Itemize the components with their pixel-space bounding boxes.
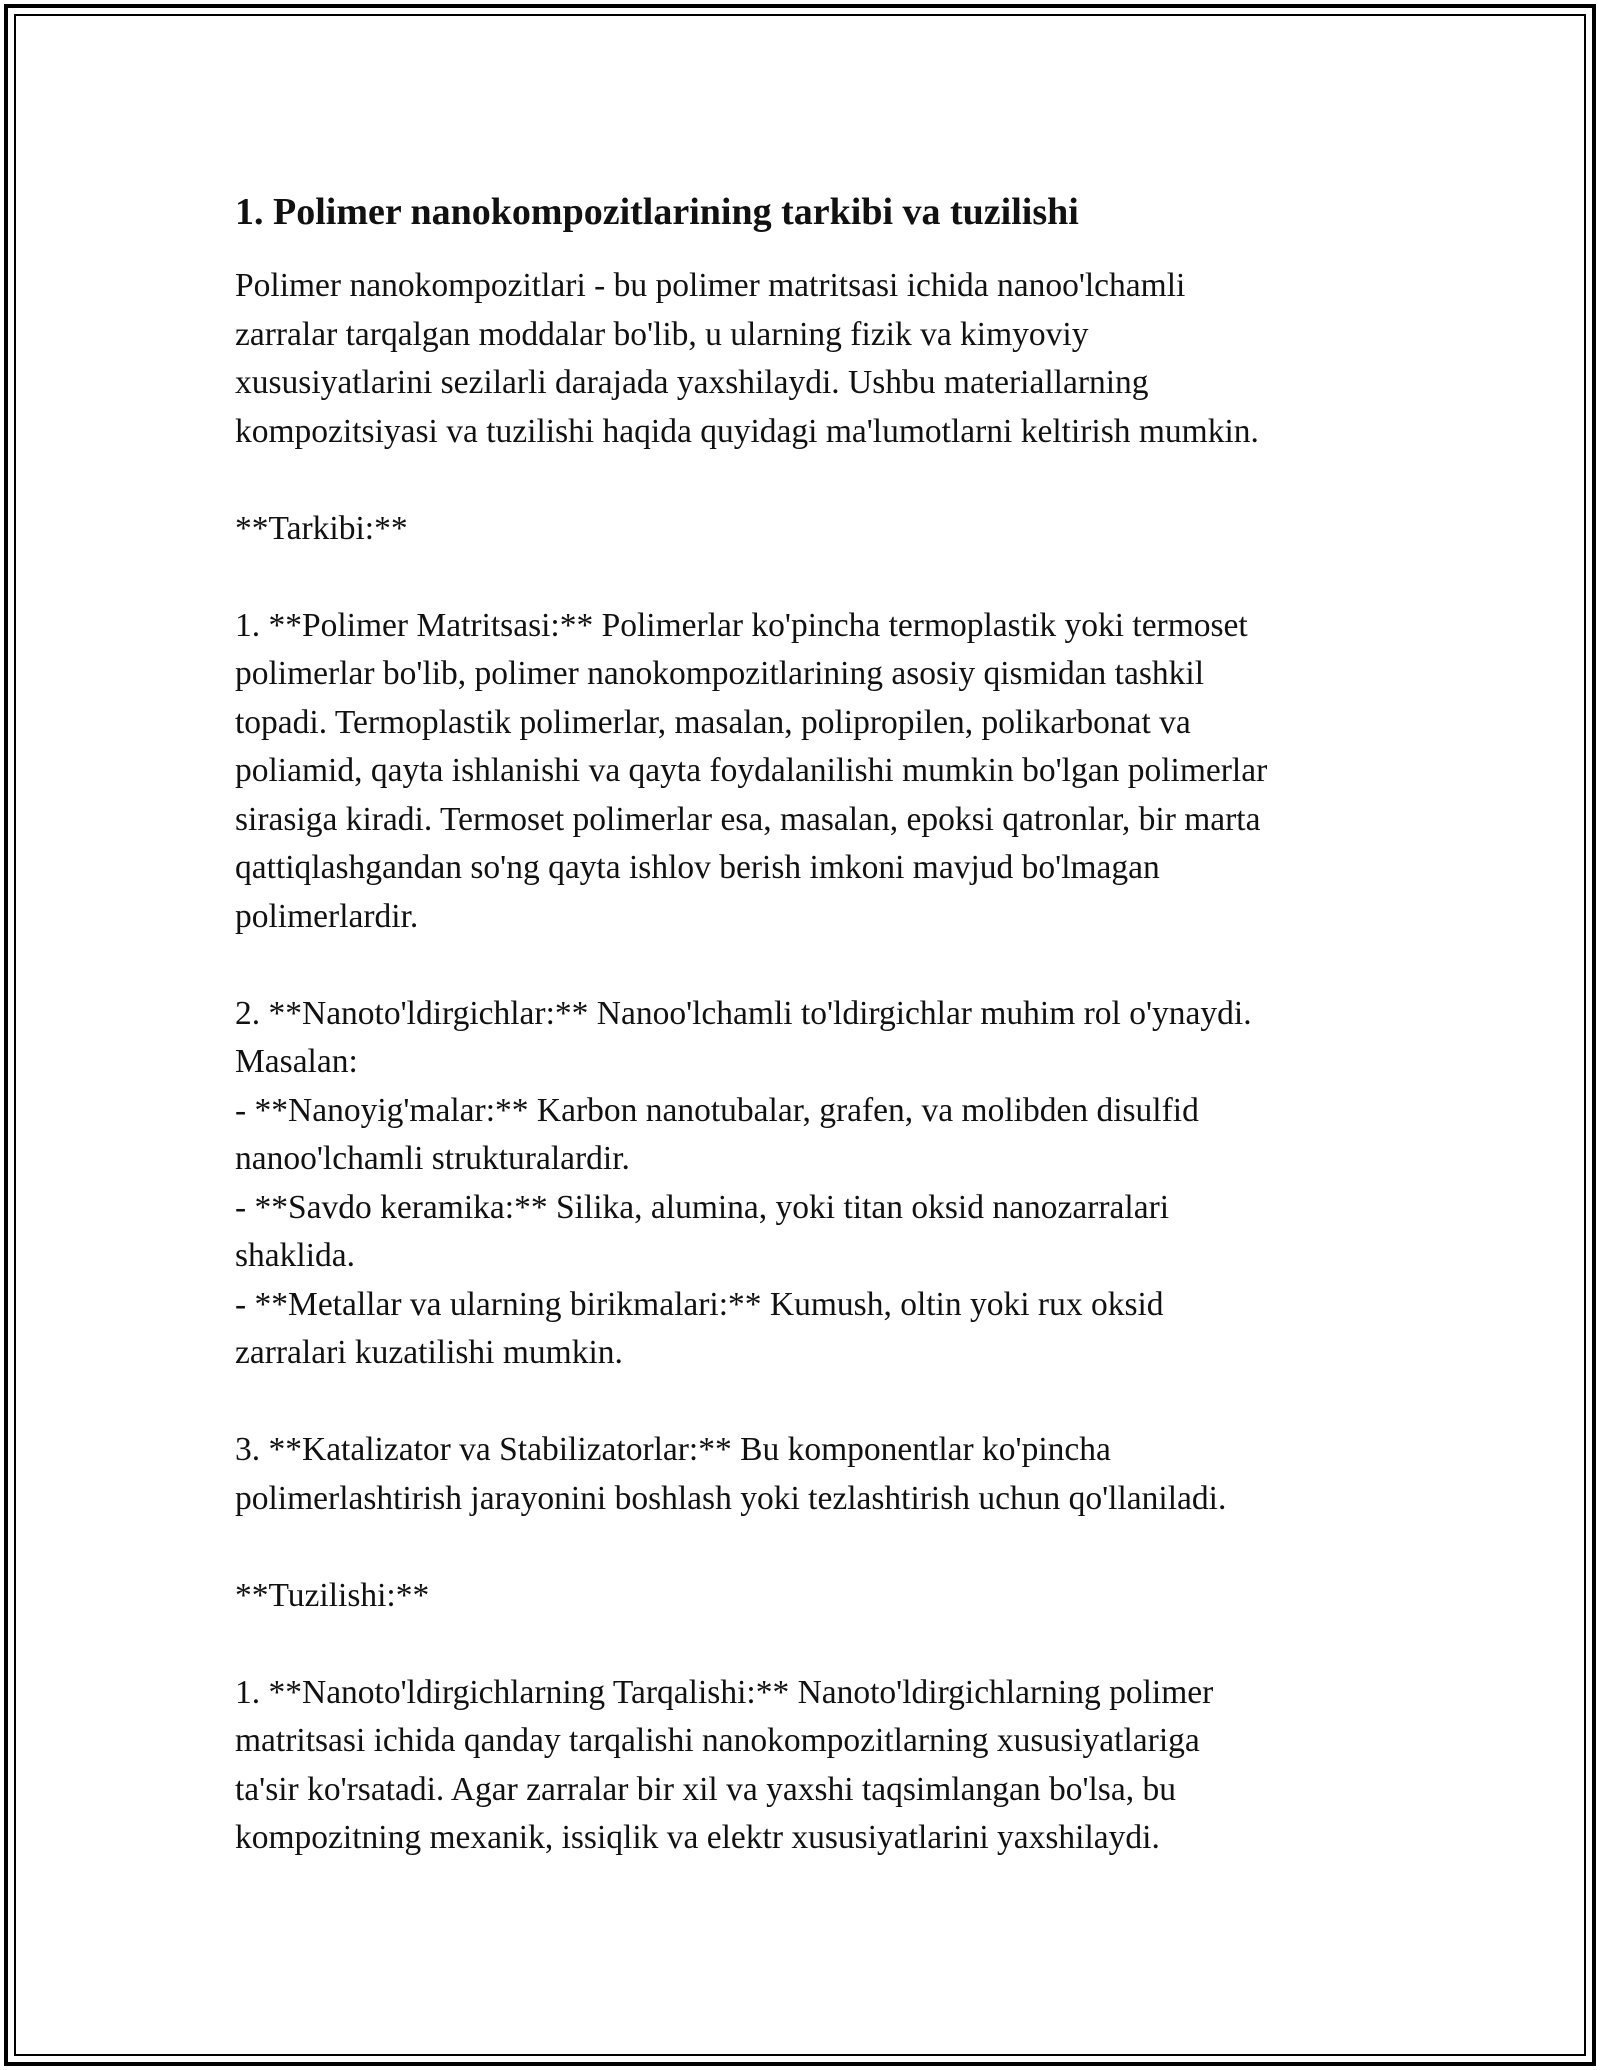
paragraph-gap xyxy=(235,553,1385,602)
tarkibi-item-2: 2. **Nanoto'ldirgichlar:** Nanoo'lchamli to'ldirgichlar muhim rol o'ynaydi. Masalan: - **Nanoyig'malar:** Karbon nanotubalar, grafen, va molibden disulfid nanoo'lchamli strukturalardir. - **Savdo keramika:** Silika, alumina, yoki titan oksid nanozarralari shaklida. - **Metallar va ularning birikmalari:** Kumush, oltin yoki rux oksid zarralari kuzatilishi mumkin. xyxy=(235,994,1252,1371)
document-title: 1. Polimer nanokompozitlarining tarkibi va tuzilishi xyxy=(235,191,1079,233)
intro-paragraph: Polimer nanokompozitlari - bu polimer matritsasi ichida nanoo'lchamli zarralar tarqalgan moddalar bo'lib, u ularning fizik va kimyoviy xususiyatlarini sezilarli darajada yaxshilaydi. Ushbu materiallarning kompozitsiyasi va tuzilishi haqida quyidagi ma'lumotlarni keltirish mumkin. xyxy=(235,267,1259,450)
tuzilishi-item-1: 1. **Nanoto'ldirgichlarning Tarqalishi:** Nanoto'ldirgichlarning polimer matritsasi ichida qanday tarqalishi nanokompozitlarning xususiyatlariga ta'sir ko'rsatadi. Agar zarralar bir xil va yaxshi taqsimlangan bo'lsa, bu kompozitning mexanik, issiqlik va elektr xususiyatlarini yaxshilaydi. xyxy=(235,1673,1214,1856)
tuzilishi-heading: **Tuzilishi:** xyxy=(235,1576,430,1614)
document-body xyxy=(235,188,1385,1863)
paragraph-gap xyxy=(235,941,1385,990)
tarkibi-heading: **Tarkibi:** xyxy=(235,509,408,547)
paragraph-gap xyxy=(235,1620,1385,1669)
paragraph-gap xyxy=(235,456,1385,505)
paragraph-gap xyxy=(235,1523,1385,1572)
paragraph-gap xyxy=(235,1378,1385,1427)
tarkibi-item-1: 1. **Polimer Matritsasi:** Polimerlar ko'pincha termoplastik yoki termoset polimerlar bo'lib, polimer nanokompozitlarining asosiy qismidan tashkil topadi. Termoplastik polimerlar, masalan, polipropilen, polikarbonat va poliamid, qayta ishlanishi va qayta foydalanilishi mumkin bo'lgan polimerlar sirasiga kiradi. Termoset polimerlar esa, masalan, epoksi qatronlar, bir marta qattiqlashgandan so'ng qayta ishlov berish imkoni mavjud bo'lmagan polimerlardir. xyxy=(235,606,1268,935)
tarkibi-item-3: 3. **Katalizator va Stabilizatorlar:** Bu komponentlar ko'pincha polimerlashtirish jarayonini boshlash yoki tezlashtirish uchun qo'llaniladi. xyxy=(235,1431,1227,1517)
